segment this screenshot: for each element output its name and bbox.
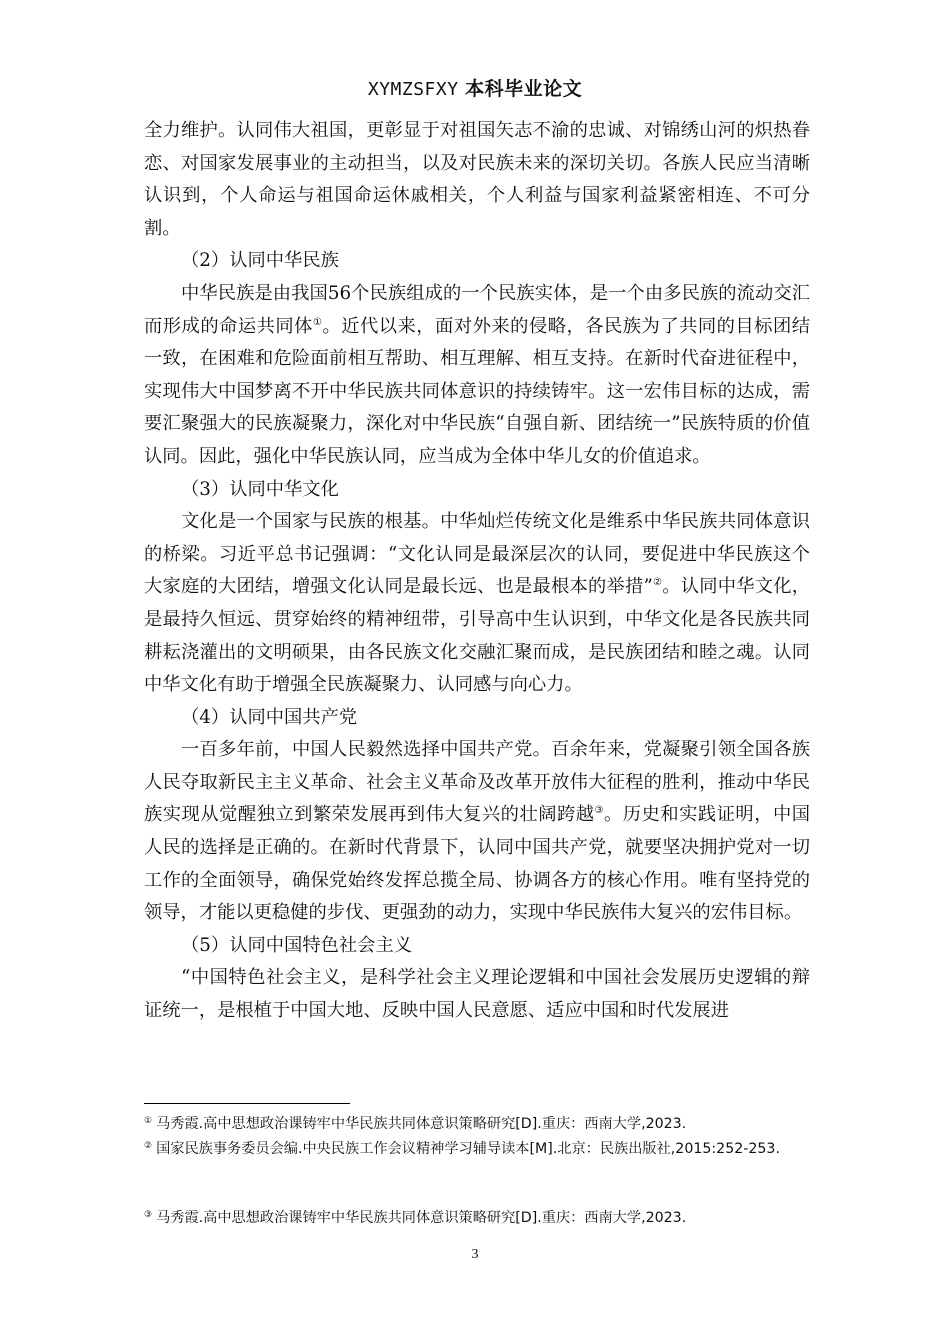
section-heading: （5）认同中国特色社会主义 (181, 934, 413, 956)
footnote-ref[interactable]: ② (652, 577, 663, 589)
header-title: 本科毕业论文 (465, 78, 583, 100)
footnote-separator (144, 1103, 350, 1104)
paragraph: “中国特色社会主义，是科学社会主义理论逻辑和中国社会发展历史逻辑的辩证统一，是根植于中国大地、反映中国人民意愿、适应中国和时代发展进 (144, 967, 810, 1022)
footnote-text: 马秀霞.高中思想政治课铸牢中华民族共同体意识策略研究[D].重庆：西南大学,2023. (156, 1210, 687, 1226)
footnote-mark: ③ (144, 1210, 153, 1220)
paragraph-text: 。近代以来，面对外来的侵略，各民族为了共同的目标团结一致，在困难和危险面前相互帮助、相互理解、相互支持。在新时代奋进征程中，实现伟大中国梦离不开中华民族共同体意识的持续铸牢。这一宏伟目标的达成，需要汇聚强大的民族凝聚力，深化对中华民族“自强自新、团结统一”民族特质的价值认同。因此，强化中华民族认同，应当成为全体中华儿女的价值追求。 (144, 315, 811, 467)
footnote-3 (144, 1206, 810, 1230)
paragraph (144, 278, 810, 474)
footnote-ref[interactable]: ③ (594, 805, 605, 817)
section-heading: （2）认同中华民族 (181, 250, 339, 272)
section-heading: （3）认同中华文化 (181, 478, 339, 500)
footnote-mark: ② (144, 1141, 153, 1151)
paragraph-text: 文化是一个国家与民族的根基。中华灿烂传统文化是维系中华民族共同体意识的桥梁。习近平总书记强调：“文化认同是最深层次的认同，要促进中华民族这个大家庭的大团结，增强文化认同是最长远、也是最根本的举措” (144, 511, 810, 598)
footnote-2 (144, 1137, 810, 1161)
paragraph-text: 一百多年前，中国人民毅然选择中国共产党。百余年来，党凝聚引领全国各族人民夺取新民主主义革命、社会主义革命及改革开放伟大征程的胜利，推动中华民族实现从觉醒独立到繁荣发展再到伟大复兴的壮阔跨越 (144, 739, 810, 826)
body-text (144, 115, 810, 1028)
header-code: XYMZSFXY (367, 79, 459, 100)
footnote-1 (144, 1112, 810, 1136)
paragraph-text: 中华民族是由我国56个民族组成的一个民族实体，是一个由多民族的流动交汇而形成的命运共同体 (144, 282, 810, 337)
footnote-mark: ① (144, 1116, 153, 1126)
page-number: 3 (471, 1247, 479, 1262)
section-heading: （4）认同中国共产党 (181, 706, 358, 728)
paragraph-text: 。认同中华文化，是最持久恒远、贯穿始终的精神纽带，引导高中生认识到，中华文化是各民族共同耕耘浇灌出的文明硕果，由各民族文化交融汇聚而成，是民族团结和睦之魂。认同中华文化有助于增强全民族凝聚力、认同感与向心力。 (144, 576, 810, 696)
paragraph (144, 734, 810, 930)
footnote-text: 国家民族事务委员会编.中央民族工作会议精神学习辅导读本[M].北京：民族出版社,2015:252-253. (156, 1141, 780, 1157)
paragraph (144, 506, 810, 702)
page-header (0, 74, 950, 101)
footnote-text: 马秀霞.高中思想政治课铸牢中华民族共同体意识策略研究[D].重庆：西南大学,2023. (156, 1116, 687, 1132)
footnote-ref[interactable]: ① (312, 316, 323, 328)
paragraph: 全力维护。认同伟大祖国，更彰显于对祖国矢志不渝的忠诚、对锦绣山河的炽热眷恋、对国家发展事业的主动担当，以及对民族未来的深切关切。各族人民应当清晰认识到，个人命运与祖国命运休戚相关，个人利益与国家利益紧密相连、不可分割。 (144, 120, 810, 239)
paragraph-text: 。历史和实践证明，中国人民的选择是正确的。在新时代背景下，认同中国共产党，就要坚决拥护党对一切工作的全面领导，确保党始终发挥总揽全局、协调各方的核心作用。唯有坚持党的领导，才能以更稳健的步伐、更强劲的动力，实现中华民族伟大复兴的宏伟目标。 (144, 804, 811, 924)
